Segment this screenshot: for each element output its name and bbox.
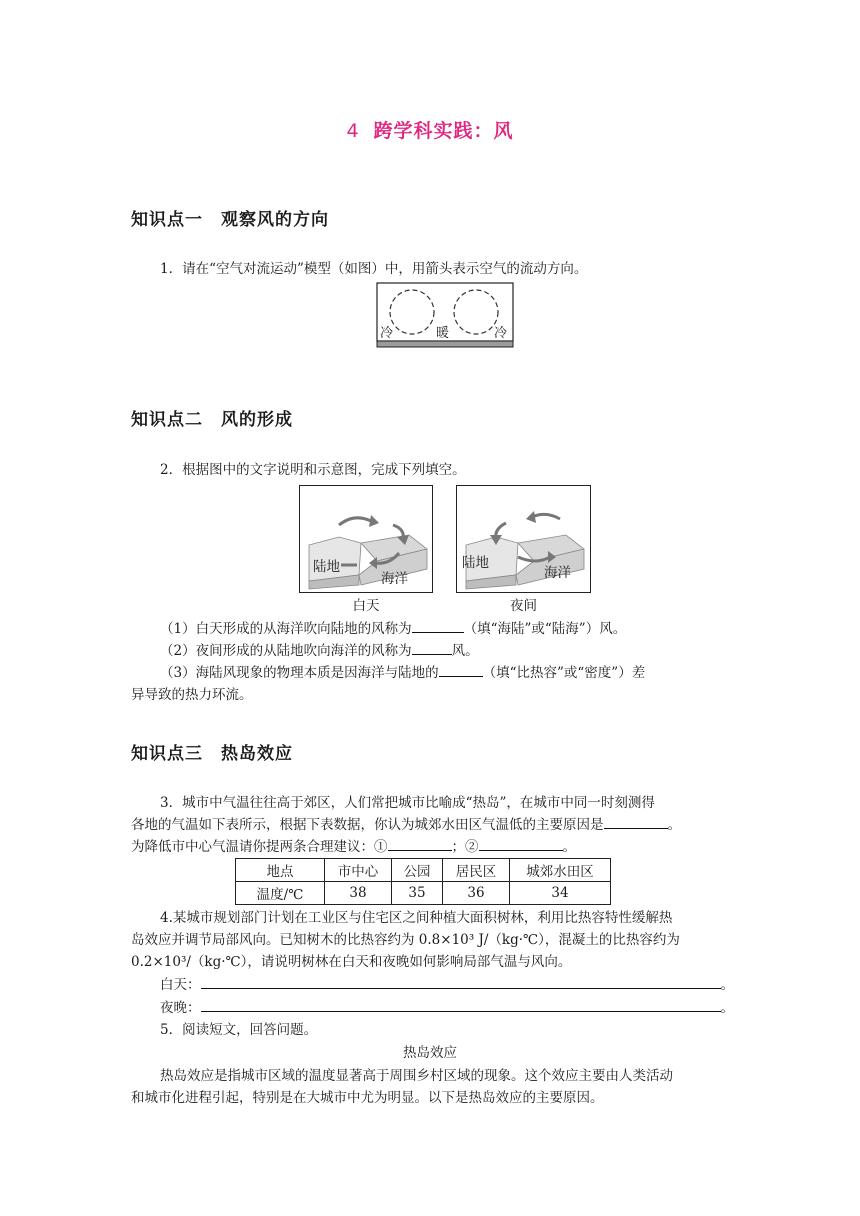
question-4-line-3: 0.2×10³/（kg·℃），请说明树林在白天和夜晚如何影响局部气温与风向。 [131, 954, 572, 970]
q3-line3-text: 为降低市中心气温请你提两条合理建议：① [131, 839, 388, 855]
table-cell: 温度/℃ [236, 882, 325, 905]
sub1-text-a: （1）白天形成的从海洋吹向陆地的风称为 [160, 621, 412, 637]
question-3-line-3 [131, 836, 576, 858]
day-land-label: 陆地 [313, 559, 340, 575]
table-cell: 38 [325, 882, 392, 905]
answer-blank-sub1[interactable] [412, 618, 464, 633]
section-heading-3: 知识点三 热岛效应 [131, 744, 293, 764]
answer-blank-q3-suggestion-2[interactable] [479, 836, 563, 851]
day-answer-label: 白天： [160, 977, 201, 993]
table-cell: 城郊水田区 [510, 859, 611, 882]
q3-line3-end: 。 [562, 839, 576, 855]
table-cell: 市中心 [325, 859, 392, 882]
night-sea-label: 海洋 [544, 565, 571, 581]
question-3-line-2 [131, 814, 681, 836]
question-4-night-answer [160, 997, 740, 1019]
cold-label-right: 冷 [494, 326, 508, 341]
q3-line3-sep: ；② [451, 839, 479, 855]
sub3-text-b: （填“比热容”或“密度”）差 [482, 665, 646, 681]
land-breeze-night-figure [456, 485, 591, 593]
night-caption: 夜间 [510, 598, 537, 614]
question-1-text: 1．请在“空气对流运动”模型（如图）中，用箭头表示空气的流动方向。 [160, 261, 588, 277]
sub3-text-a: （3）海陆风现象的物理本质是因海洋与陆地的 [160, 665, 439, 681]
convection-model-figure[interactable] [376, 282, 514, 348]
passage-line-2: 和城市化进程引起，特别是在大城市中尤为明显。以下是热岛效应的主要原因。 [131, 1090, 604, 1106]
question-2-text: 2．根据图中的文字说明和示意图，完成下列填空。 [160, 462, 466, 478]
q3-line2-end: 。 [667, 817, 681, 833]
answer-blank-sub2[interactable] [412, 640, 452, 655]
cold-label-left: 冷 [380, 326, 394, 341]
table-cell: 36 [443, 882, 510, 905]
question-5-text: 5．阅读短文，回答问题。 [160, 1022, 318, 1038]
temperature-table [235, 858, 611, 905]
sub2-text-a: （2）夜间形成的从陆地吹向海洋的风称为 [160, 643, 412, 659]
night-answer-end: 。 [720, 1000, 734, 1016]
sub1-text-b: （填“海陆”或“陆海”）风。 [463, 621, 627, 637]
table-cell: 35 [392, 882, 443, 905]
question-2-sub-3-cont: 异导致的热力环流。 [131, 687, 253, 703]
question-4-line-1: 4.某城市规划部门计划在工业区与住宅区之间种植大面积树林，利用比热容特性缓解热 [160, 910, 673, 926]
question-2-sub-1 [160, 618, 626, 640]
section-heading-1: 知识点一 观察风的方向 [131, 210, 329, 230]
day-answer-end: 。 [720, 977, 734, 993]
answer-blank-sub3[interactable] [439, 662, 483, 677]
warm-label: 暖 [436, 326, 450, 341]
page-title [0, 116, 860, 143]
sub2-text-b: 风。 [451, 643, 479, 659]
question-4-line-2: 岛效应并调节局部风向。已知树木的比热容约为 0.8×10³ J/（kg·℃），混凝土的比热容约为 [131, 932, 680, 948]
sea-breeze-day-figure [299, 485, 433, 593]
answer-blank-q4-day[interactable] [201, 974, 721, 989]
question-2-sub-2 [160, 640, 479, 662]
question-4-day-answer [160, 974, 740, 996]
table-header-row [236, 859, 611, 882]
table-cell: 地点 [236, 859, 325, 882]
day-sea-label: 海洋 [381, 571, 408, 587]
night-answer-label: 夜晚： [160, 1000, 201, 1016]
answer-blank-q3-reason[interactable] [604, 814, 668, 829]
title-number: 4 [346, 120, 360, 142]
answer-blank-q4-night[interactable] [201, 997, 721, 1012]
night-land-label: 陆地 [462, 555, 489, 571]
passage-title: 热岛效应 [403, 1045, 457, 1061]
q3-line2-text: 各地的气温如下表所示，根据下表数据，你认为城郊水田区气温低的主要原因是 [131, 817, 604, 833]
table-cell: 公园 [392, 859, 443, 882]
section-heading-2: 知识点二 风的形成 [131, 410, 293, 430]
passage-line-1: 热岛效应是指城市区域的温度显著高于周围乡村区域的现象。这个效应主要由人类活动 [160, 1068, 673, 1084]
table-cell: 居民区 [443, 859, 510, 882]
title-text: 跨学科实践：风 [373, 120, 514, 142]
answer-blank-q3-suggestion-1[interactable] [388, 836, 452, 851]
question-2-sub-3 [160, 662, 645, 684]
table-cell: 34 [510, 882, 611, 905]
day-caption: 白天 [352, 598, 380, 614]
question-3-line-1: 3．城市中气温往往高于郊区，人们常把城市比喻成“热岛”，在城市中同一时刻测得 [160, 795, 655, 811]
table-row [236, 882, 611, 905]
